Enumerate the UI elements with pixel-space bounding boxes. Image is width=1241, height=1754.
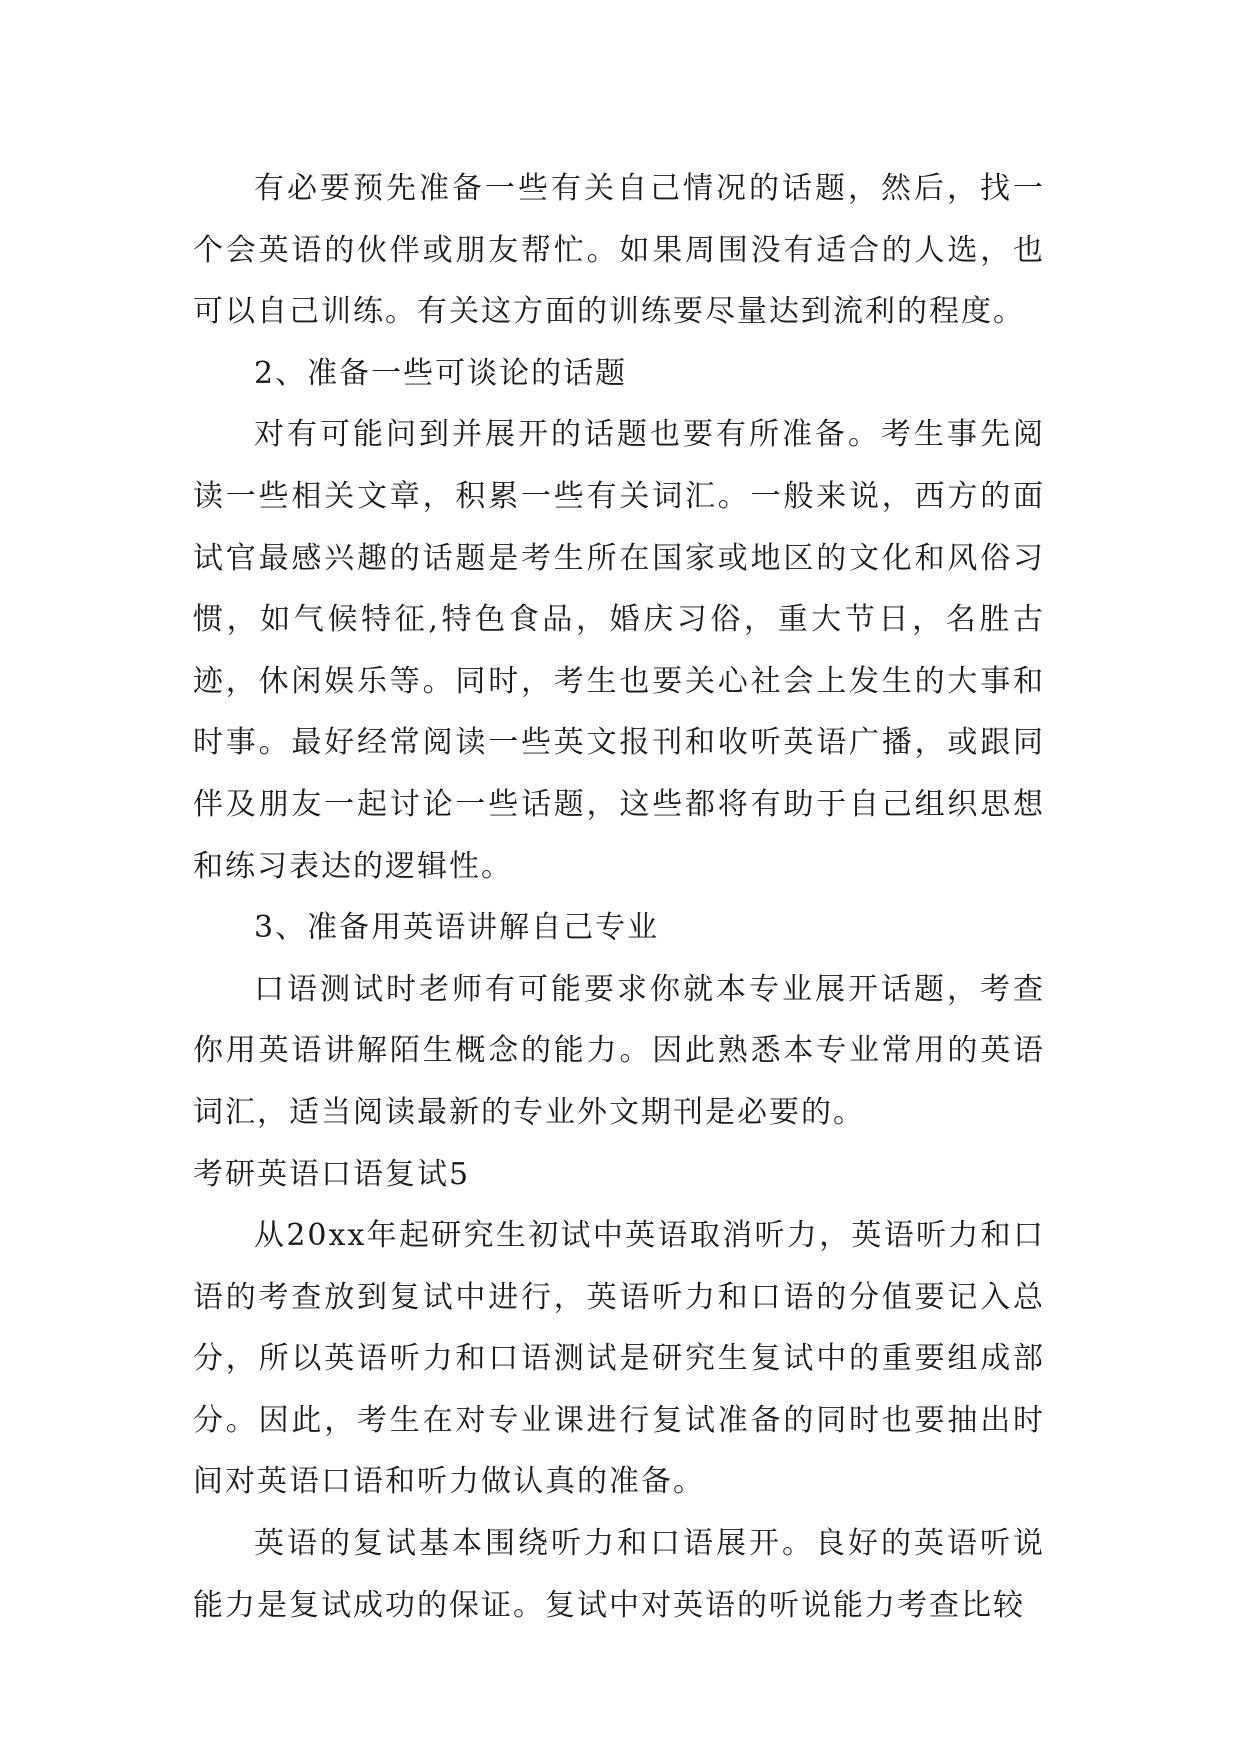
section-heading: 考研英语口语复试5 (193, 1156, 471, 1192)
body-paragraph: 口语测试时老师有可能要求你就本专业展开话题，考查你用英语讲解陌生概念的能力。因此熟悉本专业常用的英语词汇，适当阅读最新的专业外文期刊是必要的。 (193, 971, 1045, 1130)
body-paragraph: 英语的复试基本围绕听力和口语展开。良好的英语听说能力是复试成功的保证。复试中对英语的听说能力考查比较 (193, 1526, 1045, 1623)
numbered-subheading: 3、准备用英语讲解自己专业 (254, 910, 660, 946)
numbered-subheading: 2、准备一些可谈论的话题 (254, 355, 628, 391)
body-paragraph: 从20xx年起研究生初试中英语取消听力，英语听力和口语的考查放到复试中进行，英语听力和口语的分值要记入总分，所以英语听力和口语测试是研究生复试中的重要组成部分。因此，考生在对专业课进行复试准备的同时也要抽出时间对英语口语和听力做认真的准备。 (193, 1218, 1045, 1500)
body-paragraph: 对有可能问到并展开的话题也要有所准备。考生事先阅读一些相关文章，积累一些有关词汇。一般来说，西方的面试官最感兴趣的话题是考生所在国家或地区的文化和风俗习惯，如气候特征,特色食品，婚庆习俗，重大节日，名胜古迹，休闲娱乐等。同时，考生也要关心社会上发生的大事和时事。最好经常阅读一些英文报刊和收听英语广播，或跟同伴及朋友一起讨论一些话题，这些都将有助于自己组织思想和练习表达的逻辑性。 (193, 417, 1045, 884)
body-paragraph: 有必要预先准备一些有关自己情况的话题，然后，找一个会英语的伙伴或朋友帮忙。如果周围没有适合的人选，也可以自己训练。有关这方面的训练要尽量达到流利的程度。 (193, 171, 1045, 330)
document-body (193, 158, 1045, 1636)
